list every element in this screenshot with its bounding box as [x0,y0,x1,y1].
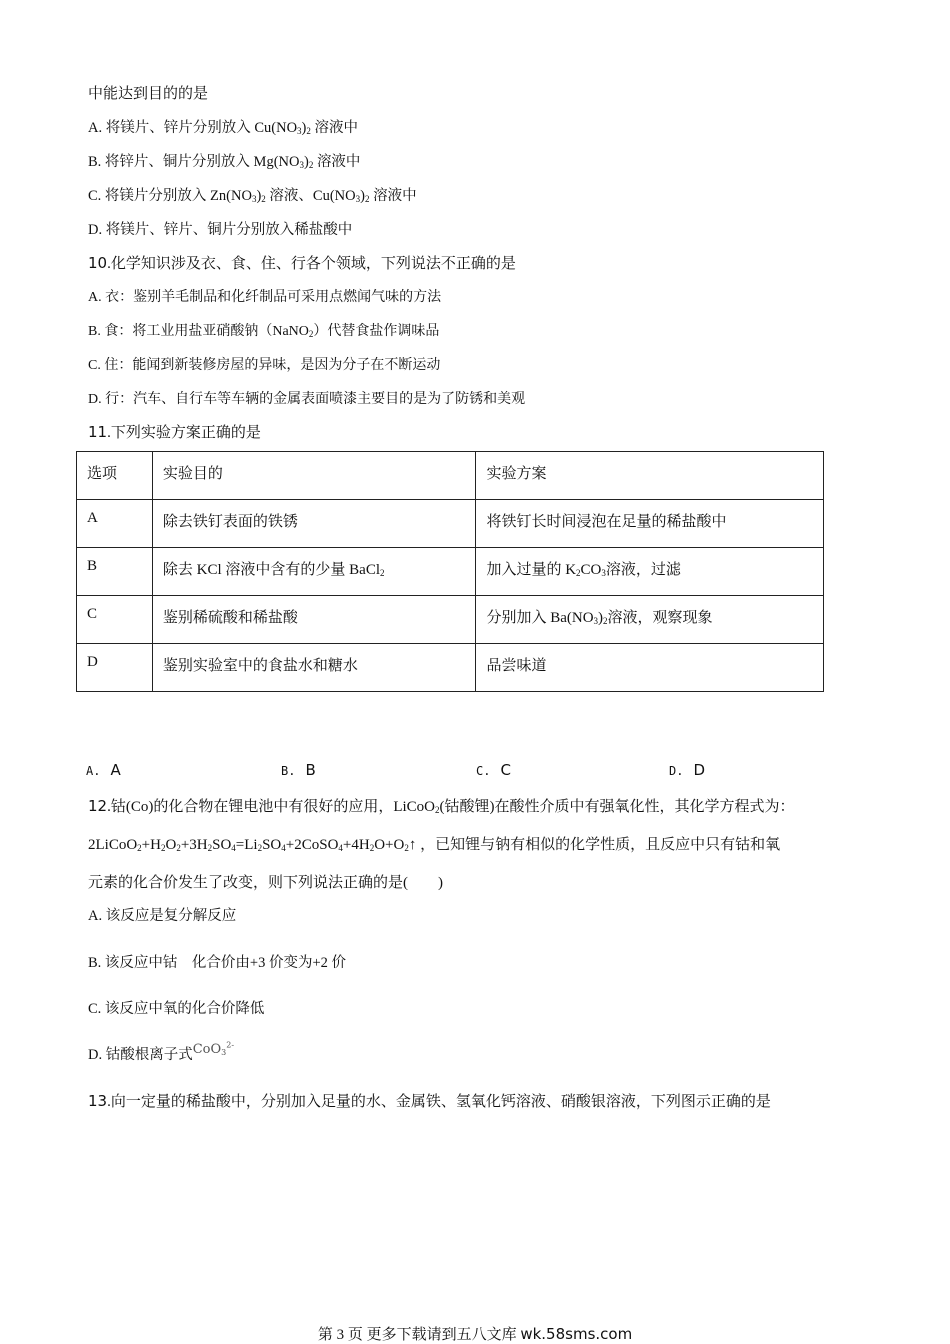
q13-stem: 13.向一定量的稀盐酸中，分别加入足量的水、金属铁、氢氧化钙溶液、硝酸银溶液，下列图示正确的是 [88,1092,771,1110]
q9-option-c: C. 将镁片分别放入 $Zn(NO_3)_2$ 溶液、$Cu(NO_3)_2$ 溶液中 [88,188,417,204]
q11-answer-b: B. B [281,761,316,779]
q11-answer-c: C. C [476,761,511,779]
q9-option-a: A. 将镁片、锌片分别放入 $Cu(NO_3)_2$ 溶液中 [88,120,359,136]
footer-site-link[interactable]: wk.58sms.com [520,1325,633,1343]
table-header-row [77,452,824,500]
q12-stem-line1: 12.钴(Co)的化合物在锂电池中有很好的应用，LiCoO$_2$(钴酸锂)在酸性介质中有强氧化性，其化学方程式为： [88,797,795,815]
q11-answer-a: A. A [86,761,121,779]
q12-option-d: D. 钴酸根离子式CoO$_3^{2-}$ [88,1040,235,1063]
q9-option-d: D. 将镁片、锌片、铜片分别放入稀盐酸中 [88,222,353,238]
table-row [77,500,824,548]
row-plan: 将铁钉长时间浸泡在足量的稀盐酸中 [476,500,824,548]
q10-stem: 10.化学知识涉及衣、食、住、行各个领域，下列说法不正确的是 [88,254,516,272]
row-goal: 除去铁钉表面的铁锈 [152,500,476,548]
header-goal: 实验目的 [152,452,476,500]
page-footer: 第 3 页 更多下载请到五八文库 wk.58sms.com [317,1325,633,1343]
row-option: A [77,500,153,548]
q10-option-a: A. 衣：鉴别羊毛制品和化纤制品可采用点燃闻气味的方法 [88,290,442,305]
row-goal: 除去 KCl 溶液中含有的少量 BaCl$_2$ [152,548,476,596]
row-option: C [77,596,153,644]
table-row [77,596,824,644]
table-row [77,644,824,692]
row-plan: 分别加入 $Ba(NO_3)_2$溶液，观察现象 [476,596,824,644]
cobaltate-ion-formula: CoO$_3^{2-}$ [192,1040,235,1057]
q9-tail: 中能达到目的的是 [88,86,209,102]
q12-option-a: A. 该反应是复分解反应 [88,908,237,924]
table-row [77,548,824,596]
q12-option-b: B. 该反应中钴 化合价由+3 价变为+2 价 [88,955,347,971]
header-option: 选项 [77,452,153,500]
q11-stem: 11.下列实验方案正确的是 [88,423,261,441]
header-plan: 实验方案 [476,452,824,500]
row-goal: 鉴别稀硫酸和稀盐酸 [152,596,476,644]
q10-option-d: D. 行：汽车、自行车等车辆的金属表面喷漆主要目的是为了防锈和美观 [88,392,526,407]
row-option: D [77,644,153,692]
q10-option-c: C. 住：能闻到新装修房屋的异味，是因为分子在不断运动 [88,358,441,373]
q12-option-c: C. 该反应中氧的化合价降低 [88,1001,265,1017]
experiment-table [76,451,824,692]
q9-option-b: B. 将锌片、铜片分别放入 $Mg(NO_3)_2$ 溶液中 [88,154,361,170]
q12-stem-line3: 元素的化合价发生了改变，则下列说法正确的是( ) [88,875,443,891]
chemical-equation: $2LiCoO_2+H_2O_2+3H_2SO_4=Li_2SO_4+2CoSO_4+4H_2O+O_2↑$ [88,837,417,853]
q12-equation-line: $2LiCoO_2+H_2O_2+3H_2SO_4=Li_2SO_4+2CoSO_4+4H_2O+O_2↑$ ，已知锂与钠有相似的化学性质，且反应中只有钴和氧 [88,837,781,853]
q11-answer-d: D. D [669,761,706,779]
row-plan: 品尝味道 [476,644,824,692]
row-goal: 鉴别实验室中的食盐水和糖水 [152,644,476,692]
row-plan: 加入过量的 $K_2CO_3$溶液，过滤 [476,548,824,596]
q10-option-b: B. 食：将工业用盐亚硝酸钠（NaNO$_2$）代替食盐作调味品 [88,324,440,339]
row-option: B [77,548,153,596]
